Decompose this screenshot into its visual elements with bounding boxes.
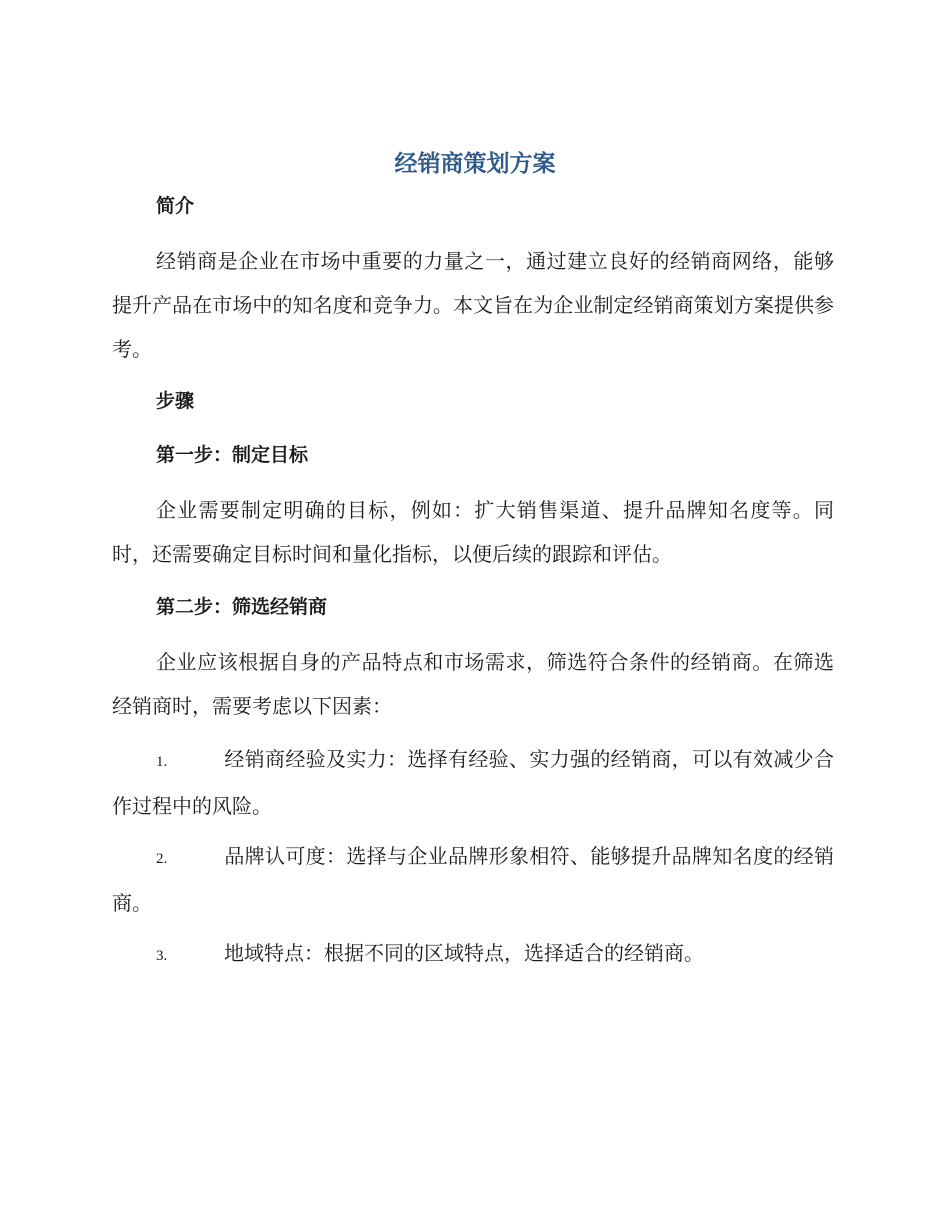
factor-item-3 (112, 931, 834, 978)
factor-text: 经销商经验及实力：选择有经验、实力强的经销商，可以有效减少合作过程中的风险。 (112, 747, 834, 818)
step2-heading: 第二步：筛选经销商 (156, 596, 328, 618)
factor-number: 3. (156, 948, 168, 964)
step1-paragraph: 企业需要制定明确的目标，例如：扩大销售渠道、提升品牌知名度等。同时，还需要确定目标时间和量化指标，以便后续的跟踪和评估。 (112, 498, 834, 566)
steps-heading: 步骤 (156, 390, 195, 412)
step2-paragraph: 企业应该根据自身的产品特点和市场需求，筛选符合条件的经销商。在筛选经销商时，需要考虑以下因素： (112, 650, 834, 718)
factor-text: 品牌认可度：选择与企业品牌形象相符、能够提升品牌知名度的经销商。 (112, 844, 834, 915)
factor-number: 2. (156, 851, 168, 867)
intro-heading: 简介 (156, 195, 195, 217)
factor-item-1 (112, 737, 834, 828)
intro-paragraph: 经销商是企业在市场中重要的力量之一，通过建立良好的经销商网络，能够提升产品在市场中的知名度和竞争力。本文旨在为企业制定经销商策划方案提供参考。 (112, 249, 834, 361)
document-title: 经销商策划方案 (394, 151, 556, 177)
step1-heading: 第一步：制定目标 (156, 444, 309, 466)
factor-item-2 (112, 834, 834, 925)
factor-text: 地域特点：根据不同的区域特点，选择适合的经销商。 (224, 941, 704, 965)
factor-number: 1. (156, 754, 168, 770)
